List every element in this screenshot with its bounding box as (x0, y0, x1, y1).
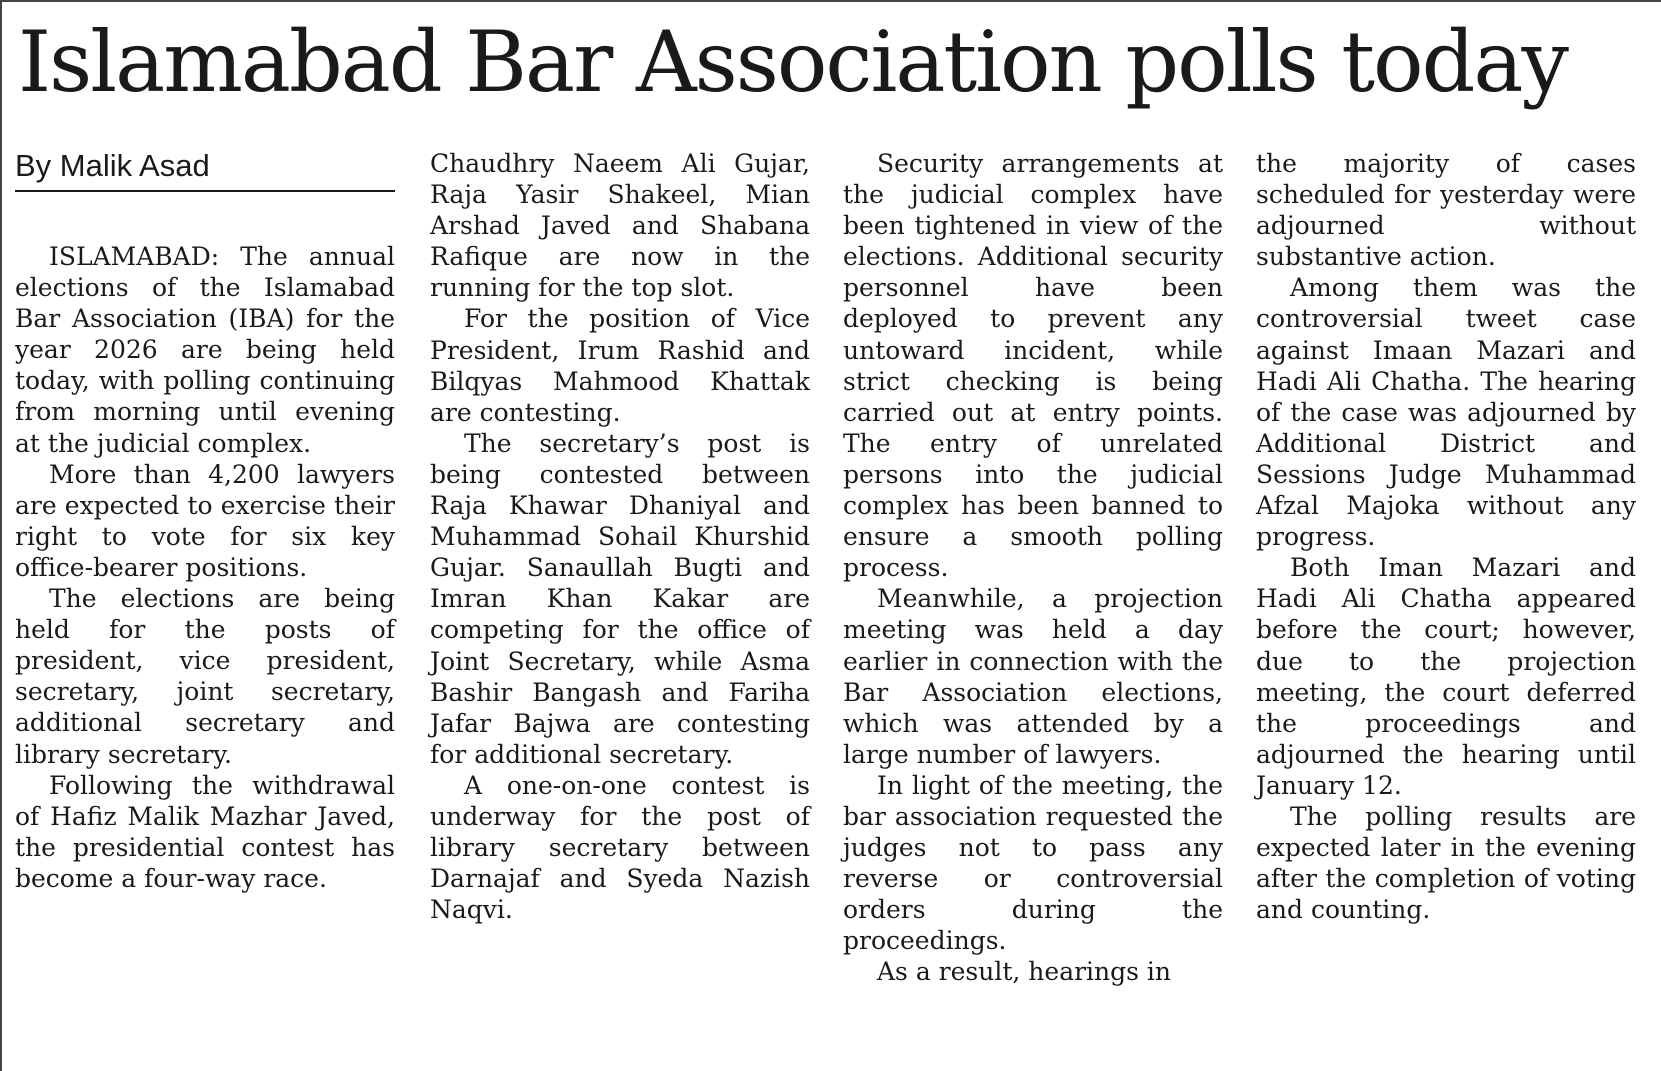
article-column-4 (1256, 148, 1636, 925)
paragraph: the majority of cases scheduled for yesterday were adjourned without substantive action. (1256, 149, 1636, 272)
paragraph: For the position of Vice President, Irum Rashid and Bilqyas Mahmood Khattak are contesting. (430, 304, 810, 427)
paragraph: Meanwhile, a projection meeting was held a day earlier in connection with the Bar Association elections, which was attended by a large number of lawyers. (843, 584, 1223, 769)
article-column-1 (15, 241, 395, 894)
paragraph: As a result, hearings in (877, 957, 1172, 987)
paragraph: Chaudhry Naeem Ali Gujar, Raja Yasir Shakeel, Mian Arshad Javed and Shabana Rafique are now in the running for the top slot. (430, 149, 810, 303)
article-column-3 (843, 148, 1223, 988)
paragraph: A one-on-one contest is underway for the post of library secretary between Darnajaf and Syeda Nazish Naqvi. (430, 770, 810, 925)
paragraph: Both Iman Mazari and Hadi Ali Chatha appeared before the court; however, due to the projection meeting, the court deferred the proceedings and adjourned the hearing until January 12. (1256, 553, 1636, 800)
paragraph: Security arrangements at the judicial complex have been tightened in view of the elections. Additional security personnel have been deployed to prevent any untoward incident, while strict checking is being carried out at entry points. The entry of unrelated persons into the judicial complex has been banned to ensure a smooth polling process. (843, 149, 1223, 583)
paragraph: The secretary’s post is being contested between Raja Khawar Dhaniyal and Muhammad Sohail Khurshid Gujar. Sanaullah Bugti and Imran Khan Kakar are competing for the office of Joint Secretary, while Asma Bashir Bangash and Fariha Jafar Bajwa are contesting for additional secretary. (430, 428, 810, 769)
paragraph: Following the withdrawal of Hafiz Malik Mazhar Javed, the presidential contest has become a four-way race. (15, 770, 395, 893)
paragraph: In light of the meeting, the bar association requested the judges not to pass any reverse or controversial orders during the proceedings. (843, 770, 1223, 956)
paragraph: The elections are being held for the posts of president, vice president, secretary, joint secretary, additional secretary and library secretary. (15, 584, 395, 769)
paragraph: The polling results are expected later in the evening after the completion of voting and counting. (1256, 801, 1636, 925)
byline: By Malik Asad (15, 148, 210, 183)
paragraph: Among them was the controversial tweet case against Imaan Mazari and Hadi Ali Chatha. The hearing of the case was adjourned by Additional District and Sessions Judge Muhammad Afzal Majoka without any progress. (1256, 273, 1636, 552)
article-column-2 (430, 148, 810, 925)
byline-rule (15, 190, 395, 192)
headline: Islamabad Bar Association polls today (18, 13, 1567, 111)
paragraph: ISLAMABAD: The annual elections of the Islamabad Bar Association (IBA) for the year 2026 are being held today, with polling continuing from morning until evening at the judicial complex. (15, 242, 395, 458)
paragraph: More than 4,200 lawyers are expected to exercise their right to vote for six key office-bearer positions. (15, 459, 395, 582)
